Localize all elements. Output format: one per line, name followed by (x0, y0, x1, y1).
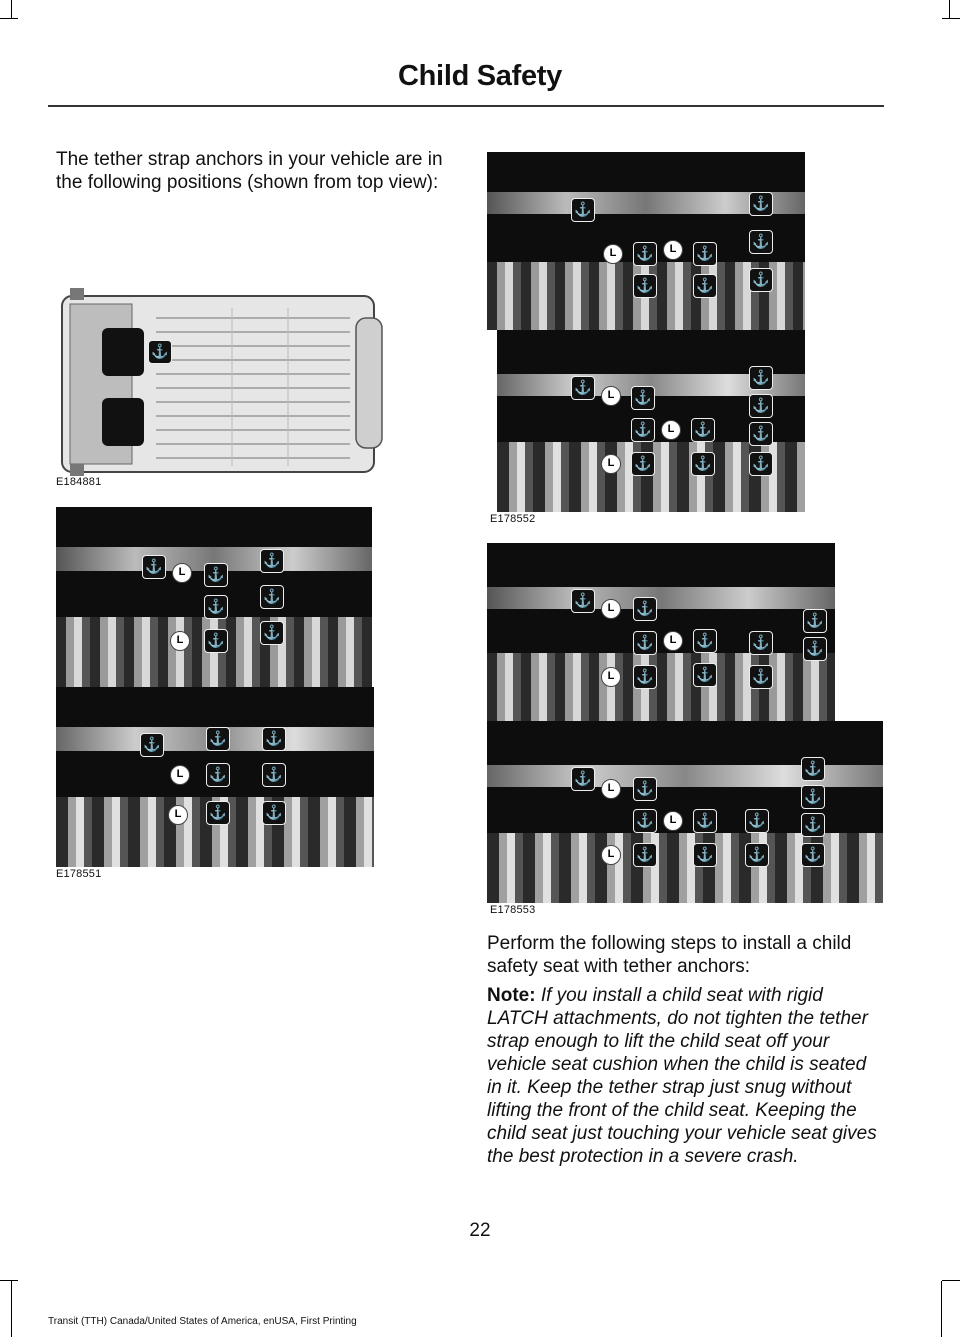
tether-anchor-icon: ⚓ (633, 843, 657, 867)
steps-intro-paragraph: Perform the following steps to install a child safety seat with tether anchors: (487, 933, 852, 977)
crop-mark (11, 1281, 12, 1337)
tether-anchor-icon: ⚓ (749, 631, 773, 655)
crop-mark (941, 1281, 942, 1337)
tether-anchor-icon: ⚓ (749, 192, 773, 216)
latch-anchor-icon: L (663, 811, 683, 831)
tether-anchor-icon: ⚓ (204, 595, 228, 619)
page-title: Child Safety (398, 60, 562, 92)
note-text: If you install a child seat with rigid LATCH attachments, do not tighten the tether strap enough to lift the child seat off your vehicle seat cushion when the child is seated in it. Keep the tether strap just snug without lifting the front of the child seat. Keeping the child seat just touching your vehicle seat gives the best protection in a severe crash. (487, 985, 877, 1167)
note-label: Note: (487, 985, 536, 1006)
latch-anchor-icon: L (170, 631, 190, 651)
seat-cushion-graphic (487, 653, 835, 721)
crop-mark (942, 18, 960, 19)
tether-anchor-icon: ⚓ (749, 452, 773, 476)
tether-anchor-icon: ⚓ (206, 763, 230, 787)
tether-anchor-icon: ⚓ (260, 585, 284, 609)
tether-anchor-icon: ⚓ (749, 366, 773, 390)
tether-anchor-icon: ⚓ (262, 801, 286, 825)
latch-anchor-icon: L (663, 240, 683, 260)
tether-anchor-icon: ⚓ (204, 563, 228, 587)
tether-anchor-icon: ⚓ (262, 727, 286, 751)
tether-anchor-icon: ⚓ (206, 801, 230, 825)
latch-anchor-icon: L (601, 667, 621, 687)
latch-anchor-icon: L (170, 765, 190, 785)
crop-mark (11, 0, 12, 18)
tether-anchor-icon: ⚓ (631, 452, 655, 476)
tether-anchor-icon: ⚓ (633, 597, 657, 621)
tether-anchor-icon: ⚓ (633, 242, 657, 266)
seat-row-graphic (487, 587, 835, 609)
van-top-view-figure (56, 288, 386, 476)
tether-anchor-icon: ⚓ (749, 394, 773, 418)
figure-label: E178551 (56, 868, 102, 880)
crop-mark (0, 1280, 18, 1281)
tether-anchor-icon: ⚓ (693, 242, 717, 266)
tether-anchor-icon: ⚓ (749, 230, 773, 254)
tether-anchor-icon: ⚓ (633, 777, 657, 801)
tether-anchor-icon: ⚓ (693, 274, 717, 298)
tether-anchor-icon: ⚓ (631, 386, 655, 410)
tether-anchor-icon: ⚓ (571, 767, 595, 791)
tether-anchor-icon: ⚓ (691, 418, 715, 442)
tether-anchor-icon: ⚓ (148, 340, 172, 364)
latch-anchor-icon: L (172, 563, 192, 583)
tether-anchor-icon: ⚓ (204, 629, 228, 653)
latch-anchor-icon: L (601, 779, 621, 799)
tether-anchor-icon: ⚓ (745, 809, 769, 833)
tether-anchor-icon: ⚓ (693, 809, 717, 833)
tether-anchor-icon: ⚓ (260, 621, 284, 645)
latch-anchor-icon: L (601, 845, 621, 865)
tether-anchor-icon: ⚓ (803, 609, 827, 633)
tether-anchor-icon: ⚓ (801, 757, 825, 781)
figure-label: E184881 (56, 476, 102, 488)
tether-anchor-icon: ⚓ (801, 843, 825, 867)
tether-anchor-icon: ⚓ (633, 631, 657, 655)
note-paragraph (487, 984, 883, 1168)
latch-anchor-icon: L (603, 244, 623, 264)
tether-anchor-icon: ⚓ (749, 665, 773, 689)
tether-anchor-icon: ⚓ (749, 422, 773, 446)
crop-mark (0, 18, 18, 19)
crop-mark (942, 1280, 960, 1281)
seat-layout-figure-15-passenger-extended (487, 721, 883, 903)
tether-anchor-icon: ⚓ (745, 843, 769, 867)
intro-paragraph: The tether strap anchors in your vehicle are in the following positions (shown from top view): (56, 149, 443, 193)
title-divider (48, 105, 884, 107)
tether-anchor-icon: ⚓ (260, 549, 284, 573)
seat-layout-figure-15-passenger-alt (487, 543, 835, 721)
tether-anchor-icon: ⚓ (801, 785, 825, 809)
tether-anchor-icon: ⚓ (749, 268, 773, 292)
seat-layout-figure-15-passenger (56, 687, 374, 867)
latch-anchor-icon: L (601, 386, 621, 406)
tether-anchor-icon: ⚓ (801, 813, 825, 837)
page-number: 22 (469, 1220, 491, 1241)
footer-text: Transit (TTH) Canada/United States of America, enUSA, First Printing (48, 1316, 357, 1327)
crop-mark (949, 0, 950, 18)
tether-anchor-icon: ⚓ (206, 727, 230, 751)
tether-anchor-icon: ⚓ (693, 663, 717, 687)
seat-layout-figure-12-passenger-alt (497, 330, 805, 512)
tether-anchor-icon: ⚓ (633, 809, 657, 833)
tether-anchor-icon: ⚓ (571, 198, 595, 222)
latch-anchor-icon: L (663, 631, 683, 651)
latch-anchor-icon: L (601, 599, 621, 619)
tether-anchor-icon: ⚓ (693, 629, 717, 653)
tether-anchor-icon: ⚓ (633, 665, 657, 689)
latch-anchor-icon: L (661, 420, 681, 440)
tether-anchor-icon: ⚓ (633, 274, 657, 298)
tether-anchor-icon: ⚓ (691, 452, 715, 476)
tether-anchor-icon: ⚓ (631, 418, 655, 442)
tether-anchor-icon: ⚓ (803, 637, 827, 661)
figure-label: E178553 (490, 904, 536, 916)
tether-anchor-icon: ⚓ (571, 376, 595, 400)
tether-anchor-icon: ⚓ (262, 763, 286, 787)
seat-layout-figure-12-passenger (56, 507, 372, 687)
latch-anchor-icon: L (601, 454, 621, 474)
figure-label: E178552 (490, 513, 536, 525)
tether-anchor-icon: ⚓ (142, 555, 166, 579)
tether-anchor-icon: ⚓ (693, 843, 717, 867)
tether-anchor-icon: ⚓ (571, 589, 595, 613)
latch-anchor-icon: L (168, 805, 188, 825)
tether-anchor-icon: ⚓ (140, 733, 164, 757)
seat-layout-figure-10-passenger (487, 152, 805, 330)
van-top-view-illustration (56, 288, 386, 476)
